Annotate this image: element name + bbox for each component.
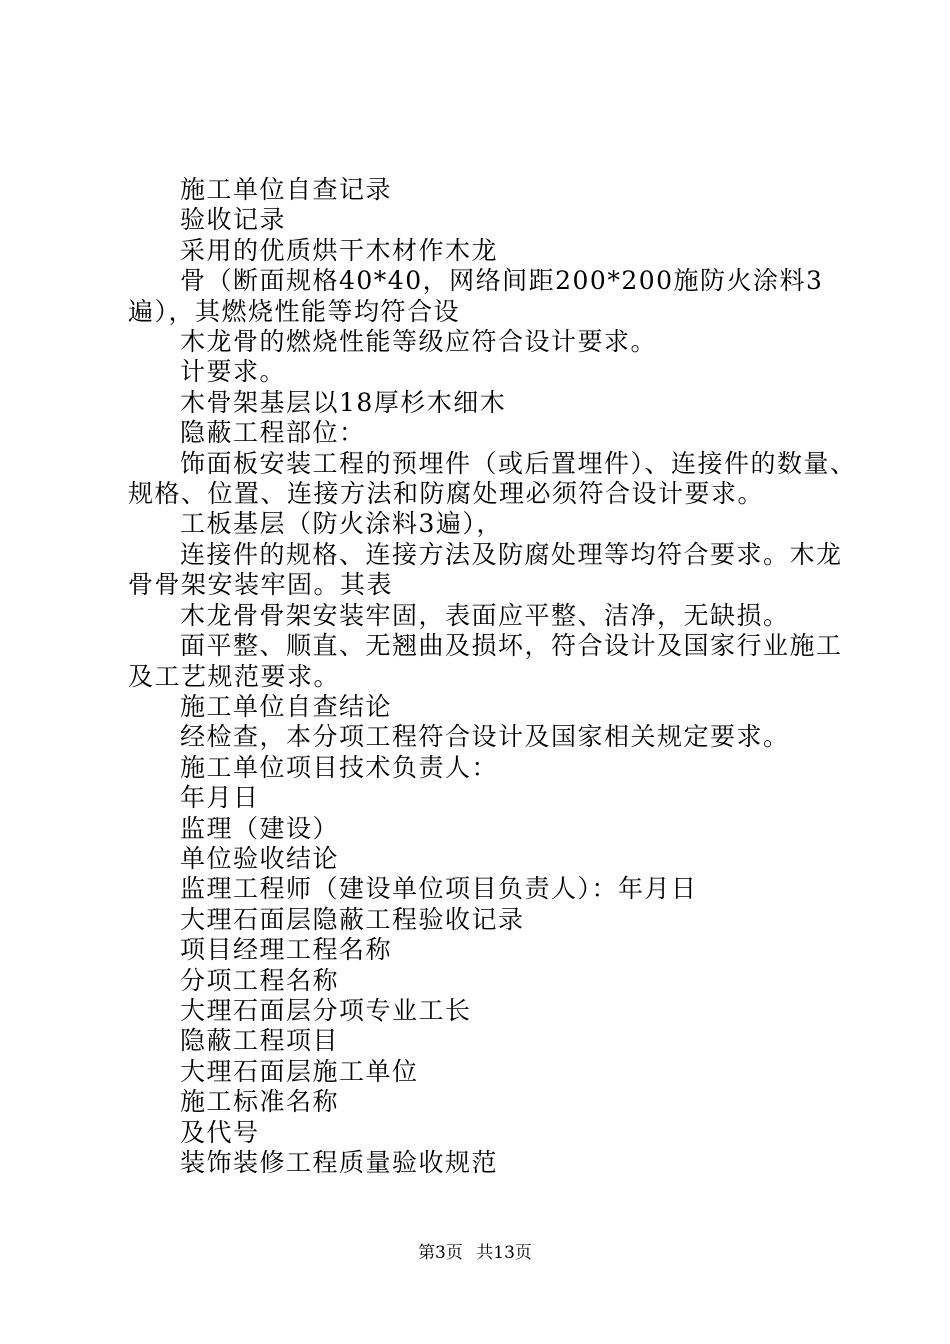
page-footer	[0, 1242, 950, 1264]
paragraph: 木骨架基层以18厚杉木细木	[180, 387, 507, 417]
paragraph: 大理石面层施工单位	[180, 1056, 419, 1086]
paragraph: 年月日	[180, 783, 260, 813]
paragraph: 木龙骨骨架安装牢固，表面应平整、洁净，无缺损。	[180, 600, 790, 630]
paragraph: 计要求。	[180, 357, 287, 387]
paragraph: 验收记录	[180, 205, 287, 235]
paragraph: 隐蔽工程部位：	[180, 418, 366, 448]
paragraph: 木龙骨的燃烧性能等级应符合设计要求。	[180, 327, 658, 357]
document-body	[128, 175, 858, 1178]
paragraph: 装饰装修工程质量验收规范	[180, 1148, 499, 1177]
page-total: 共13页	[476, 1243, 532, 1263]
page-number: 第3页	[418, 1243, 463, 1263]
paragraph: 隐蔽工程项目	[180, 1026, 340, 1056]
paragraph: 及代号	[180, 1117, 260, 1147]
paragraph: 采用的优质烘干木材作木龙	[180, 235, 499, 265]
paragraph: 项目经理工程名称	[180, 935, 393, 965]
paragraph: 单位验收结论	[180, 843, 340, 873]
paragraph: 大理石面层隐蔽工程验收记录	[180, 904, 525, 934]
paragraph: 施工单位自查记录	[180, 175, 393, 204]
paragraph: 连接件的规格、连接方法及防腐处理等均符合要求。木龙骨骨架安装牢固。其表	[128, 539, 843, 600]
paragraph: 分项工程名称	[180, 965, 340, 995]
paragraph: 饰面板安装工程的预埋件（或后置埋件）、连接件的数量、规格、位置、连接方法和防腐处理必须符合设计要求。	[128, 448, 857, 509]
paragraph: 骨（断面规格40*40，网络间距200*200施防火涂料3遍），其燃烧性能等均符合设	[128, 266, 824, 326]
paragraph: 监理（建设）	[180, 813, 340, 843]
paragraph: 监理工程师（建设单位项目负责人）：年月日	[180, 874, 698, 904]
paragraph: 面平整、顺直、无翘曲及损坏，符合设计及国家行业施工及工艺规范要求。	[128, 631, 843, 691]
paragraph: 大理石面层分项专业工长	[180, 995, 472, 1025]
paragraph: 经检查，本分项工程符合设计及国家相关规定要求。	[180, 722, 790, 752]
paragraph: 施工单位项目技术负责人：	[180, 752, 499, 782]
paragraph: 施工单位自查结论	[180, 691, 393, 721]
paragraph: 工板基层（防火涂料3遍），	[180, 509, 503, 539]
paragraph: 施工标准名称	[180, 1087, 340, 1117]
